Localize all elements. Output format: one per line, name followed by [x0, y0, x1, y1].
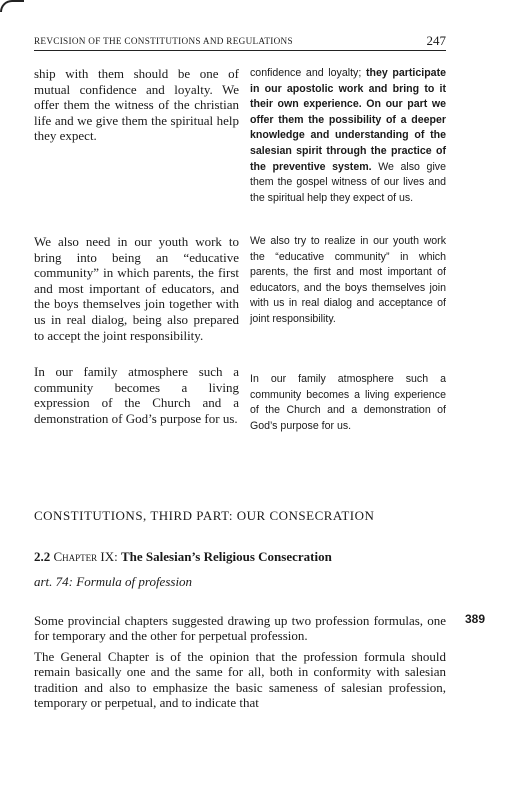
article-label: art. 74: [34, 574, 73, 589]
page-header [34, 34, 446, 51]
body-paragraph: The General Chapter is of the opinion that the profession formula should remain basically one and the same for all, both in conformity with salesian tradition and also to emphasize the basic sameness of salesian profession, temporary or perpetual, and to indicate that [34, 648, 446, 711]
article-title: Formula of profession [76, 574, 193, 589]
corner-mark [0, 0, 24, 12]
body-text [34, 613, 446, 715]
chapter-number: 2.2 [34, 549, 51, 564]
right-column-paragraph-1 [250, 66, 446, 206]
left-paragraph-text: ship with them should be one of mutual confidence and loyalty. We offer them the witness of the christian life and we give them the spiritual help they expect. [34, 66, 239, 144]
left-column-paragraph-2 [34, 234, 239, 343]
right-paragraph-plain: We also give them the gospel witness of our lives and the spiritual help they expect of us. [250, 160, 446, 204]
section-heading: CONSTITUTIONS, THIRD PART: OUR CONSECRATION [34, 508, 375, 523]
body-paragraph: Some provincial chapters suggested drawing up two profession formulas, one for temporary and the other for perpetual profession. [34, 613, 446, 644]
left-paragraph-text: We also need in our youth work to bring into being an “educative community” in which parents, the first and most important of educators, and the boys themselves join together with us in real dialog, being also prepared to accept the joint responsibility. [34, 234, 239, 343]
right-paragraph-plain: confidence and loyalty; [250, 67, 366, 79]
running-title: REVCISION OF THE CONSTITUTIONS AND REGULATIONS [34, 36, 293, 46]
chapter-heading [34, 549, 332, 565]
article-heading [34, 574, 192, 590]
right-paragraph-text: In our family atmosphere such a community becomes a living experience of the Church and a demonstration of God’s purpose for us. [250, 373, 446, 432]
right-column-paragraph-2 [250, 234, 446, 328]
right-column-paragraph-3 [250, 372, 446, 434]
right-paragraph-bold: they participate in our apostolic work and bring to it their own experience. On our part we offer them the possibility of a deeper knowledge and understanding of the salesian spirit through the practice of the preventive system. [250, 67, 446, 173]
right-paragraph-text: We also try to realize in our youth work the “educative community” in which parents, the first and most important of educators, and the boys themselves join with us in real dialog and acceptance of joint responsibility. [250, 235, 446, 325]
margin-number: 389 [465, 612, 486, 626]
left-column-paragraph-1 [34, 66, 239, 144]
left-paragraph-text: In our family atmosphere such a community becomes a living expression of the Church and a demonstration of God’s purpose for us. [34, 364, 239, 426]
right-paragraph-text [250, 66, 446, 206]
page-number: 247 [426, 33, 446, 48]
chapter-title: The Salesian’s Religious Consecration [121, 549, 332, 564]
left-column-paragraph-3 [34, 364, 239, 426]
chapter-label: Chapter IX: [53, 549, 118, 564]
